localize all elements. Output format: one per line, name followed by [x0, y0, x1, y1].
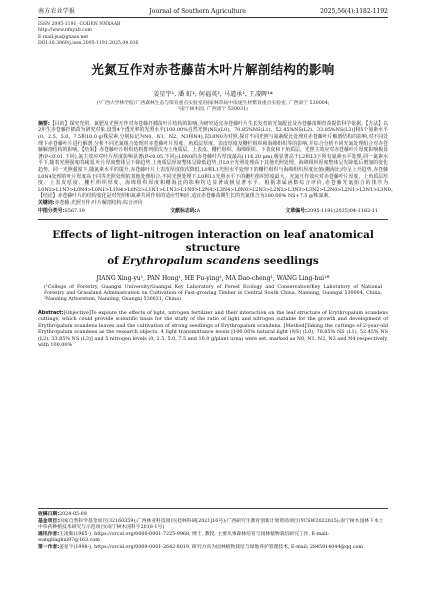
- corresponding-value: 王凌晖(1965-), https://orcid.org/0000-0001-7225-9968, 博士, 教授, 主要从事森林培育与园林植物栽培研究工作, E-mail: wanglinghui97@163.com: [38, 531, 329, 544]
- classification-row: [38, 208, 388, 215]
- class-number-value: S567.19: [64, 208, 85, 215]
- corresponding-label: 通讯作者:: [38, 531, 60, 537]
- chinese-keywords-text: 赤苍藤;光照互作;叶片解剖结构;综合评价: [54, 200, 143, 207]
- issn-line: ISSN 2095-1191; CODEN NNXAAB: [38, 22, 121, 27]
- english-title-line-2: [38, 255, 388, 268]
- fund-label: 基金项目:: [38, 518, 60, 524]
- section-divider: [38, 219, 388, 220]
- doi-line[interactable]: DOI:10.3969/j.issn.2095-1191.2025.04.016: [38, 41, 139, 47]
- chinese-keywords: [38, 200, 388, 207]
- first-author-value: 姜星宇(1998-), https://orcid.org/0009-0001-2642-8019, 研究方向为园林植物栽培与绿地养护管理技术, E-mail: 2845914044@qq.com: [59, 544, 363, 550]
- chinese-keywords-label: 关键词:: [38, 200, 55, 207]
- chinese-title: 光氮互作对赤苍藤苗木叶片解剖结构的影响: [91, 61, 335, 77]
- first-author: [38, 545, 388, 552]
- fund-value: 国家自然科学基金项目(32160359);广西林业科技项目(桂林科研[2021]16号);广西研究生教育创新计划资助项目(YCSW2022015);南宁树木园林下本土中草药种植技术研究与示范项目(南宁树木园科字2018-1号): [38, 518, 384, 531]
- article-number-value: 2095-1191(2025)04-1182-11: [306, 208, 378, 215]
- journal-name-en: Journal of Southern Agriculture: [149, 8, 246, 15]
- english-title-prefix: of: [107, 254, 123, 267]
- english-abstract-text: [Objective]To explore the effects of light, nitrogen fertilizer and their interaction on the leaf structure of Erythropalum scandens cuttings, which could provide scientific basis for the study of the ratio of light and nitrogen suitable for the growth and development of Erythropalum scandens leaves and the cultivation of strong seedlings of Erythropalum scandens. [Method]Taking the cuttings of 2-year-old Erythropalum scandens as the research objects, 4 light transmittance levels [100.00% natural light (NS) (L0), 70.85% NS (L1), 52.45% NS (L2), 33.85% NS (L3)] and 5 nitrogen levels (0, 2.5, 5.0, 7.5 and 10.0 g/plant urea) were set, marked as N0, N1, N2, N3 and N4 respectively, with 100.00%: [38, 309, 388, 349]
- english-title: [38, 229, 388, 268]
- english-abstract: [38, 310, 388, 349]
- first-author-label: 第一作者:: [38, 544, 60, 550]
- english-title-suffix: seedlings: [260, 254, 319, 267]
- received-date: [38, 512, 388, 519]
- issue-info: 2025,56(4):1182-1192: [320, 8, 388, 15]
- english-abstract-label: Abstract:: [38, 309, 64, 316]
- running-head: [38, 0, 388, 18]
- chinese-authors: 姜星宇¹, 潘 虹¹, 何福英², 马道承¹, 王凌晖¹*: [153, 90, 273, 98]
- received-value: 2024-05-09: [59, 512, 87, 517]
- received-label: 收稿日期:: [38, 512, 60, 517]
- journal-email[interactable]: E-mail:jsa@gxaas.net: [38, 34, 89, 40]
- journal-name-cn: 南方农业学报: [38, 8, 76, 15]
- chinese-affiliations: [38, 101, 388, 114]
- fund-info: [38, 519, 388, 532]
- english-authors: JIANG Xing-yu¹, PAN Hong¹, HE Fu-ying², MA Dao-cheng¹, WANG Ling-hui¹*: [96, 274, 330, 282]
- chinese-affiliation-1: (¹广西大学林学院/广西森林生态与保育重点实验室/国家林草局中南速生材繁育重点实验室, 广西南宁 530004;: [96, 100, 330, 106]
- chinese-abstract: [38, 120, 396, 200]
- chinese-abstract-text: 【目的】探究光照、氮肥及光照互作对赤苍藤扦插苗叶片结构的影响,为研究适宜赤苍藤叶片生长发育的光氮配比及赤苍藤苗期育苗提供科学依据。【方法】以2年生赤苍藤扦插苗为研究对象,设置4个透光率的光照水平[100.00%自然光照(NS)(L0)、70.85%NS(L1)、52.45%NS(L2)、33.85%NS(L3)]和5个氮素水平(0、2.5、5.0、7.5和10.0 g/株尿素,分别标记为N0、N1、N2、N3和N4),以L0N0为对照,探讨不同光照与氮素配比处理对赤苍藤叶片解剖结构的影响,对不同处理下赤苍藤叶片进行解剖,分析不同光氮组合处理对赤苍藤叶片厚度、角质层厚度、表皮厚度及栅栏组织和海绵组织等的影响,并综合分析不同光氮处理组合对赤苍藤解剖结构的影响。【结果】赤苍藤叶片组织结构排列依次为上角质层、上表皮、栅栏组织、海绵组织、下表皮和下角质层。光照主效应对赤苍藤叶片厚度影响极显著(P<0.01,下同),氮主效应对叶片厚度影响显著(P<0.05,下同);L0N0的赤苍藤叶片厚度最高(114.20 μm),极显著高于L2和L3下所有氮素水平处理;同一氮素水平下,随着光照强度的减弱,叶片厚度整体呈下降趋势,上角质层厚度整体呈降低趋势,且L0全光照处理高于其他光照处理。海绵组织厚度整体呈先降低后增加的变化趋势。同一光照强度下,随氮素水平的提升,赤苍藤叶片上表皮厚度依次降低,L0和L1光照水平处理下的栅栏组织与海绵组织厚度比值(栅海比)均呈上升趋势,赤苍藤L0N4处理的叶片厚度高于同等光照处理的其他处理组合;不同光照处理下,L0和L1光照水平下的栅栏组织厚度最大。光氮互作效应对赤苍藤叶片厚度、上角质层厚度、上表皮厚度、栅栏组织厚度、海绵组织厚度和栅海比的影响均达显著或极显著水平。根据隶属函数综合评价,赤苍藤光氮组合的排序为L0N2>L1N3>L0N4>L0N1>L1N4>L0N2>L1N1>L1N3>L1N0>L2N4>L3N4>L0N0>L2N3>L2N2>L3N3>L3N2>L2N0>L2N1>L3N1>L3N0。【结论】赤苍藤叶片的结构变化是对光照和氮素共同作用的适应性响应,适宜赤苍藤苗期生长的光氮组合为100.00% NS+7.5 g/株氮素。: [38, 120, 396, 200]
- footnotes: [38, 508, 388, 552]
- chinese-affiliation-2: ²南宁树木园, 广西南宁 530031): [178, 107, 248, 113]
- corresponding-author: [38, 532, 388, 545]
- document-code-value: A: [196, 208, 201, 215]
- document-code-label: 文献标志码:: [170, 208, 197, 215]
- chinese-abstract-label: 摘要:: [38, 120, 50, 127]
- article-number: [285, 208, 378, 215]
- article-number-label: 文章编号:: [285, 208, 307, 215]
- english-title-species: Erythropalum scandens: [122, 254, 261, 267]
- publication-meta: [38, 22, 388, 48]
- english-affiliations: (¹College of Forestry, Guangxi University/Guangxi Key Laboratory of Forest Ecology and Conservation/Key Laboratory of National Forestry and Grassland Administration on Cultivation of Fast-growing Timber in Central South China, Nanning, Guangxi 530004, China; ²Nanning Arboretum, Nanning, Guangxi 530031, China): [44, 284, 382, 303]
- class-number: [38, 208, 85, 215]
- class-number-label: 中图分类号:: [38, 208, 65, 215]
- journal-url[interactable]: http://www.nfnyxb.com: [38, 28, 92, 34]
- english-title-line-1: Effects of light–nitrogen interaction on leaf anatomical structure: [52, 228, 374, 254]
- document-code: [170, 208, 200, 215]
